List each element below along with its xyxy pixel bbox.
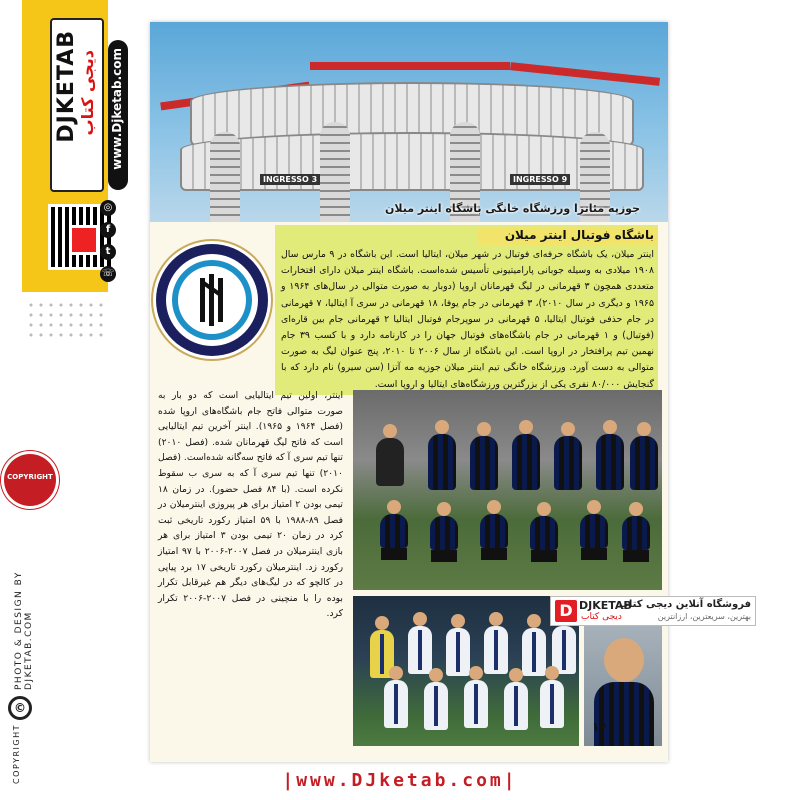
brand-name-persian: دیجی کتاب <box>78 50 97 136</box>
brand-url-text: www.Djketab.com <box>110 48 124 170</box>
decorative-dots <box>26 300 106 340</box>
stadium-sign: INGRESSO 3 <box>260 174 320 185</box>
stadium-photo <box>150 22 668 222</box>
article-title: باشگاه فوتبال اینتر میلان <box>504 228 654 242</box>
brand-strip <box>22 0 124 292</box>
inter-milan-logo <box>156 244 268 356</box>
footer-url[interactable]: |www.DJketab.com| <box>282 770 518 791</box>
roof-beam <box>510 62 660 86</box>
stadium-caption: جوزپه مئاتزا ورزشگاه خانگی باشگاه اینتر میلان <box>384 202 640 215</box>
brand-name-latin: DJKETAB <box>54 30 79 143</box>
stadium-sign: INGRESSO 9 <box>510 174 570 185</box>
page-number: ۱۴ <box>592 720 607 734</box>
promo-brand-persian: دیجی کتاب <box>581 612 622 622</box>
promo-tagline: بهترین، سریعترین، ارزانترین <box>657 612 751 621</box>
store-promo-banner[interactable] <box>550 596 756 626</box>
magazine-page <box>150 22 668 762</box>
squad-photo-modern <box>353 596 579 746</box>
body-paragraph: اینتر، اولین تیم ایتالیایی است که دو بار به صورت متوالی فاتح جام باشگاه‌های اروپا شده (فصل ۱۹۶۴ و ۱۹۶۵). اینتر آخرین تیم ایتالیایی است که فاتح لیگ قهرمانان شده. (فصل ۲۰۱۰) تنها تیم سری آ که فاتح سه‌گانه شده‌است. (فصل ۲۰۱۰) تنها تیم سری آ که به سری ب سقوط نکرده است. (با ۸۴ فصل حضور). در زمان ۱۸ تیمی بودن ۲ امتیاز برای هر پیروزی اینترمیلان در فصل ۸۹-۱۹۸۸ با ۵۹ امتیاز رکورد تاریخی ثبت کرد در زمان ۲۰ تیمی بودن ۳ امتیاز برای هر بازی اینترمیلان در فصل ۲۰۰۷-۲۰۰۶ با ۹۷ امتیاز رکورد زد. اینترمیلان رکورد تاریخی ۱۷ برد پیاپی در کالچو که در لیگ‌های دیگر هم غیرقابل تکرار بوده را با منچینی در فصل ۲۰۰۷-۲۰۰۶ تکرار کرد. <box>158 390 344 620</box>
brand-url-pill[interactable] <box>108 40 128 190</box>
instagram-icon[interactable]: ◎ <box>100 200 116 216</box>
promo-headline: فروشگاه آنلاین دیجی کتاب <box>618 599 751 610</box>
twitter-icon[interactable]: t <box>100 244 116 260</box>
whatsapp-icon[interactable]: ☏ <box>100 266 116 282</box>
facebook-icon[interactable]: f <box>100 222 116 238</box>
promo-logo-icon: D <box>555 600 577 622</box>
copyright-seal: COPYRIGHT <box>4 454 56 506</box>
team-photo-1960s <box>353 390 662 590</box>
photo-design-credit: PHOTO & DESIGN BY DJKETAB.COM <box>14 571 34 690</box>
intro-paragraph: اینتر میلان، یک باشگاه حرفه‌ای فوتبال در شهر میلان، ایتالیا است. این باشگاه در ۹ مارس سال ۱۹۰۸ میلادی به وسیله جوبانی پارامیتیونی تأسیس شده‌است. باشگاه اینتر میلان دارای افتخارات متعددی همچون ۳ قهرمانی در لیگ قهرمانان اروپا (دوبار به صورت متوالی در سال‌های ۱۹۶۴ و ۱۹۶۵ و دیگری در سال ۲۰۱۰)، ۳ قهرمانی در جام یوفا، ۱۸ قهرمانی در سری آ ایتالیا، ۷ قهرمانی در جام حذفی فوتبال ایتالیا، ۵ قهرمانی در سوپرجام فوتبال ایتالیا ۲ قهرمانی جام بین قاره‌ای (فوتبال) و ۱ قهرمانی در جام باشگاه‌های فوتبال جهان را در کارنامه دارد و با کسب ۳۹ جام نهمین تیم پرافتخار در اروپا است. این باشگاه از سال ۲۰۰۶ تا ۲۰۱۰، پنج عنوان لیگ به صورت متوالی به دست آورد. ورزشگاه خانگی تیم اینتر میلان جوزپه مه آتزا (سن سیرو) نام دارد که با گنجایش ۸۰/۰۰۰ نفری یکی از بزرگترین ورزشگاه‌های ایتالیا و اروپا است. <box>281 249 655 390</box>
brand-logo <box>50 18 104 192</box>
article-title-bar <box>478 227 658 245</box>
promo-brand-latin: DJKETAB <box>579 599 632 612</box>
stadium-tower <box>210 132 240 222</box>
stadium-lower-tier <box>180 132 644 191</box>
copyright-icon: © <box>8 696 32 720</box>
roof-beam <box>310 62 510 70</box>
copyright-label: COPYRIGHT <box>12 724 21 784</box>
